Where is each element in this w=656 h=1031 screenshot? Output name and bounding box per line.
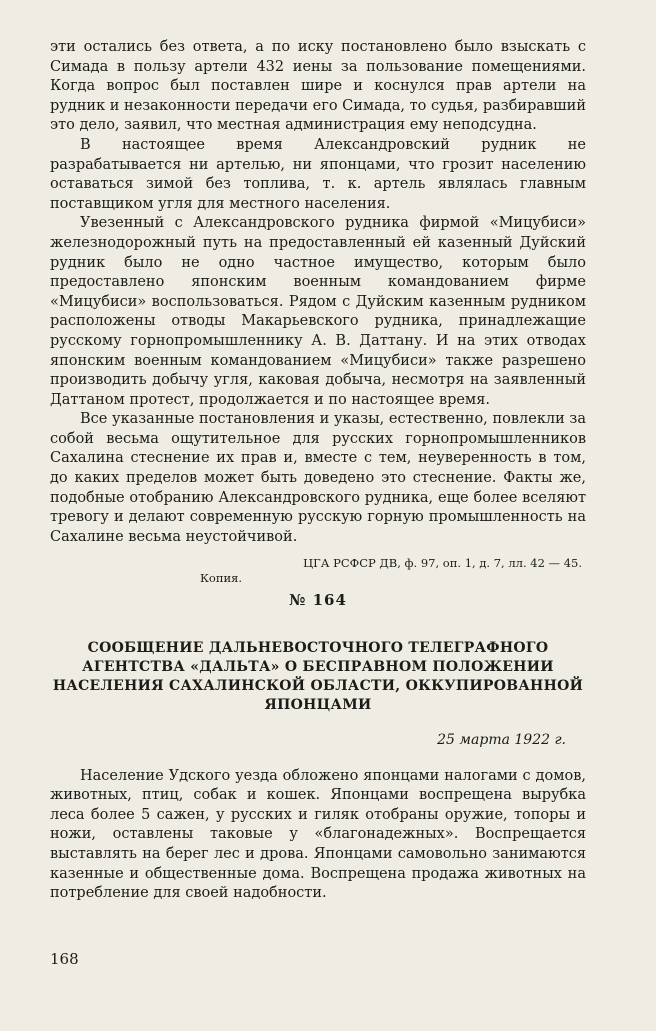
document-number: № 164 [289,591,347,610]
text-column [50,38,586,904]
paragraph-railway: Увезенный с Александровского рудника фирмой «Мицубиси» железнодорожный путь на предоставленный ей казенный Дуйский рудник было не одно частное имущество, которым было предоставлено японским военным командованием фирме «Мицубиси» воспользоваться. Рядом с Дуйским казенным рудником расположены отводы Макарьевского рудника, принадлежащие русскому горнопромышленнику А. В. Даттану. И на этих отводах японским военным командованием «Мицубиси» также разрешено производить добычу угля, каковая добыча, несмотря на заявленный Даттаном протест, продолжается и по настоящее время. [50,215,586,408]
archive-source: ЦГА РСФСР ДВ, ф. 97, оп. 1, д. 7, лл. 42 — 45. [303,556,582,571]
paragraph-continuation: эти остались без ответа, а по иску постановлено было взыскать с Симада в пользу артели 432 иены за пользование помещениями. Когда вопрос был поставлен шире и коснулся прав артели на рудник и незаконности передачи его Симада, то судья, разбиравший это дело, заявил, что местная администрация ему неподсудна. [50,39,586,134]
paragraph-udsky-uezd: Население Удского уезда обложено японцами налогами с домов, животных, птиц, собак и кошек. Японцами воспрещена вырубка леса более 5 сажен, у русских и гиляк отобраны оружие, топоры и ножи, оставлены таковые у «благонадежных». Воспрещается выставлять на берег лес и дрова. Японцами самовольно занимаются казенные и общественные дома. Воспрещена продажа животных на потребление для своей надобности. [50,767,586,902]
paragraph-mine-status: В настоящее время Александровский рудник не разрабатывается ни артелью, ни японцами, что грозит населению оставаться зимой без топлива, т. к. артель являлась главным поставщиком угля для местного населения. [50,136,586,212]
document-date: 25 марта 1922 г. [437,732,566,749]
document-heading: СООБЩЕНИЕ ДАЛЬНЕВОСТОЧНОГО ТЕЛЕГРАФНОГО АГЕНТСТВА «ДАЛЬТА» О БЕСПРАВНОМ ПОЛОЖЕНИИ НАСЕЛЕНИЯ САХАЛИНСКОЙ ОБЛАСТИ, ОККУПИРОВАННОЙ ЯПОНЦАМИ [52,640,584,714]
paragraph-conclusion: Все указанные постановления и указы, естественно, повлекли за собой весьма ощутительное для русских горнопромышленников Сахалина стеснение их прав и, вместе с тем, неуверенность в том, до каких пределов может быть доведено это стеснение. Факты же, подобные отобранию Александровского рудника, еще более вселяют тревогу и делают современную русскую горную промышленность на Сахалине весьма неустойчивой. [50,411,586,545]
archive-source-note: Копия. [200,571,243,586]
page-number: 168 [50,950,79,968]
